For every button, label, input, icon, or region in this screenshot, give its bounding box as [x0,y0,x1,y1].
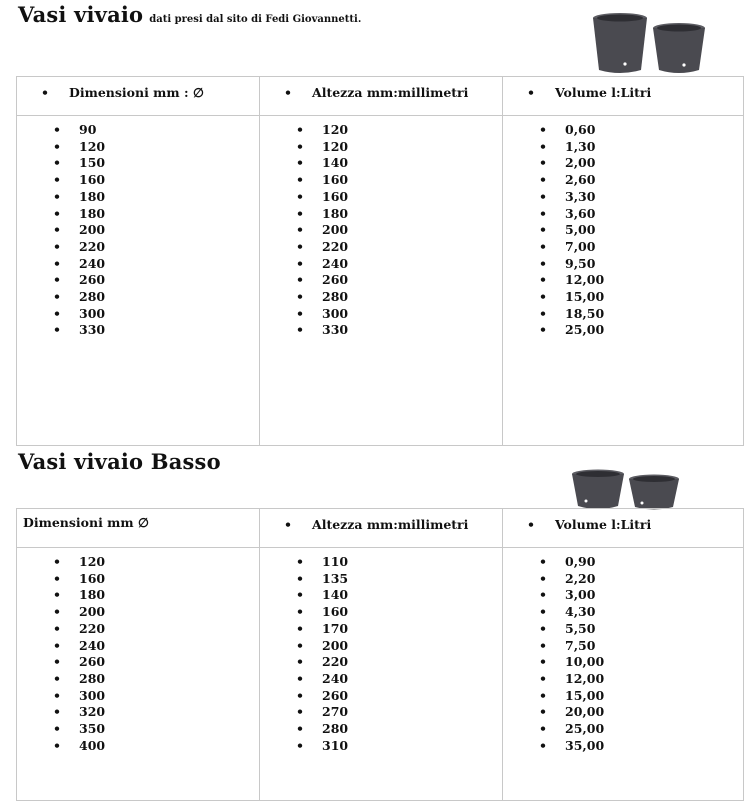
list-item: • 20,00 [503,704,743,721]
list-item: • 25,00 [503,721,743,738]
list-item: • 160 [260,172,502,189]
list-item: • 300 [17,688,259,705]
list-item: • 1,30 [503,139,743,156]
list-item: • 150 [17,155,259,172]
column-volume [503,116,744,446]
list-item: • 90 [17,122,259,139]
list-item: • 110 [260,554,502,571]
list-item: • 200 [260,638,502,655]
list-item: • 280 [17,289,259,306]
list-item: • 400 [17,738,259,755]
list-item: • 35,00 [503,738,743,755]
list-item: • 320 [17,704,259,721]
list-item: • 4,30 [503,604,743,621]
list-item: • 220 [260,239,502,256]
header-dimensioni: • Dimensioni mm : ∅ [17,77,260,116]
list-item: • 300 [17,306,259,323]
column-altezza [260,548,503,801]
list-item: • 200 [17,604,259,621]
list-item: • 180 [17,206,259,223]
header-volume: • Volume l:Litri [503,509,744,548]
list-item: • 7,00 [503,239,743,256]
list-item: • 140 [260,155,502,172]
list-item: • 180 [17,587,259,604]
list-item: • 0,90 [503,554,743,571]
list-item: • 220 [260,654,502,671]
list-item: • 260 [17,272,259,289]
list-item: • 140 [260,587,502,604]
title-line [18,2,361,27]
section-title: Vasi vivaio Basso [18,449,221,474]
header-volume: • Volume l:Litri [503,77,744,116]
list-item: • 310 [260,738,502,755]
list-item: • 12,00 [503,272,743,289]
header-altezza: • Altezza mm:millimetri [260,77,503,116]
list-item: • 260 [260,688,502,705]
list-item: • 3,00 [503,587,743,604]
list-item: • 160 [260,604,502,621]
list-item: • 2,20 [503,571,743,588]
list-item: • 200 [17,222,259,239]
list-item: • 220 [17,621,259,638]
list-item: • 160 [17,172,259,189]
list-item: • 240 [17,256,259,273]
table-vasi-vivaio-basso [16,508,744,801]
list-item: • 170 [260,621,502,638]
list-item: • 25,00 [503,322,743,339]
list-item: • 280 [17,671,259,688]
list-item: • 240 [17,638,259,655]
title-line [18,449,221,474]
header-altezza: • Altezza mm:millimetri [260,509,503,548]
list-item: • 260 [260,272,502,289]
list-item: • 240 [260,256,502,273]
list-item: • 5,50 [503,621,743,638]
list-item: • 3,30 [503,189,743,206]
list-item: • 260 [17,654,259,671]
list-item: • 120 [260,122,502,139]
list-item: • 160 [17,571,259,588]
list-item: • 18,50 [503,306,743,323]
list-item: • 200 [260,222,502,239]
header-dimensioni: Dimensioni mm ∅ [17,509,260,548]
table-vasi-vivaio [16,76,744,446]
list-item: • 0,60 [503,122,743,139]
list-item: • 15,00 [503,289,743,306]
pots-image [588,12,718,76]
column-altezza [260,116,503,446]
section-title: Vasi vivaio [18,2,144,27]
list-item: • 160 [260,189,502,206]
list-item: • 2,00 [503,155,743,172]
section-subtitle: dati presi dal sito di Fedi Giovannetti. [149,14,362,25]
list-item: • 220 [17,239,259,256]
column-dimensioni [17,548,260,801]
list-item: • 135 [260,571,502,588]
list-item: • 120 [260,139,502,156]
list-item: • 5,00 [503,222,743,239]
list-item: • 270 [260,704,502,721]
list-item: • 10,00 [503,654,743,671]
list-item: • 120 [17,139,259,156]
list-item: • 120 [17,554,259,571]
list-item: • 240 [260,671,502,688]
list-item: • 330 [17,322,259,339]
list-item: • 180 [260,206,502,223]
list-item: • 12,00 [503,671,743,688]
column-dimensioni [17,116,260,446]
list-item: • 180 [17,189,259,206]
list-item: • 2,60 [503,172,743,189]
table-body-row [17,548,744,801]
table-header-row [17,77,744,116]
list-item: • 15,00 [503,688,743,705]
list-item: • 7,50 [503,638,743,655]
pots-image [570,468,682,512]
table-header-row [17,509,744,548]
list-item: • 300 [260,306,502,323]
list-item: • 330 [260,322,502,339]
list-item: • 280 [260,289,502,306]
column-volume [503,548,744,801]
list-item: • 9,50 [503,256,743,273]
list-item: • 3,60 [503,206,743,223]
table-body-row [17,116,744,446]
list-item: • 350 [17,721,259,738]
list-item: • 280 [260,721,502,738]
